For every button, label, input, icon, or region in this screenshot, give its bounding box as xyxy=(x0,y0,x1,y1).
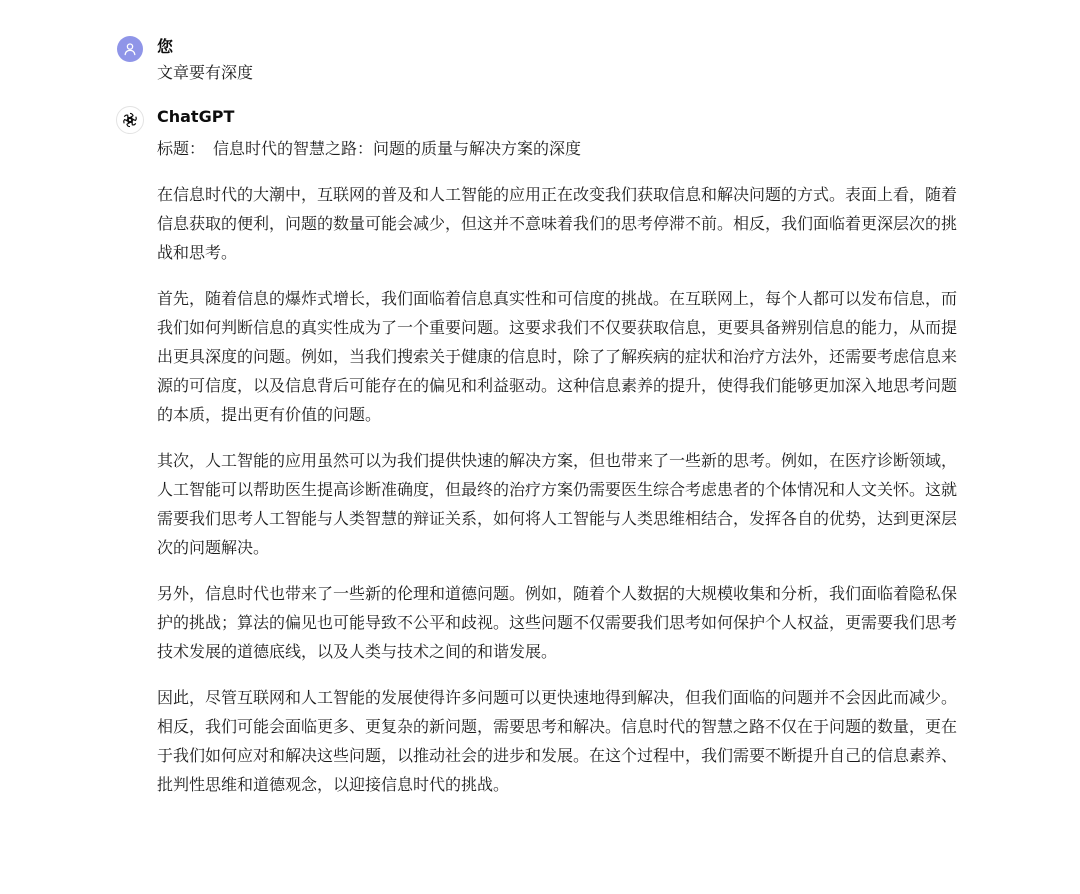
paragraph: 在信息时代的大潮中，互联网的普及和人工智能的应用正在改变我们获取信息和解决问题的方式。表面上看，随着信息获取的便利，问题的数量可能会减少，但这并不意味着我们的思考停滞不前。相反，我们面临着更深层次的挑战和思考。 xyxy=(157,185,958,262)
assistant-avatar xyxy=(116,106,144,134)
paragraph: 因此，尽管互联网和人工智能的发展使得许多问题可以更快速地得到解决，但我们面临的问题并不会因此而减少。相反，我们可能会面临更多、更复杂的新问题，需要思考和解决。信息时代的智慧之路不仅在于问题的数量，更在于我们如何应对和解决这些问题，以推动社会的进步和发展。在这个过程中，我们需要不断提升自己的信息素养、批判性思维和道德观念，以迎接信息时代的挑战。 xyxy=(157,688,958,794)
title-label: 标题： xyxy=(157,139,206,158)
assistant-author-name: ChatGPT xyxy=(157,107,235,126)
person-icon xyxy=(123,42,137,56)
user-avatar xyxy=(117,36,143,62)
paragraph: 其次，人工智能的应用虽然可以为我们提供快速的解决方案，但也带来了一些新的思考。例如，在医疗诊断领域，人工智能可以帮助医生提高诊断准确度，但最终的治疗方案仍需要医生综合考虑患者的个体情况和人文关怀。这就需要我们思考人工智能与人类智慧的辩证关系，如何将人工智能与人类思维相结合，发挥各自的优势，达到更深层次的问题解决。 xyxy=(157,451,958,557)
paragraph: 首先，随着信息的爆炸式增长，我们面临着信息真实性和可信度的挑战。在互联网上，每个人都可以发布信息，而我们如何判断信息的真实性成为了一个重要问题。这要求我们不仅要获取信息，更要具备辨别信息的能力，从而提出更具深度的问题。例如，当我们搜索关于健康的信息时，除了了解疾病的症状和治疗方法外，还需要考虑信息来源的可信度，以及信息背后可能存在的偏见和利益驱动。这种信息素养的提升，使得我们能够更加深入地思考问题的本质，提出更有价值的问题。 xyxy=(157,289,958,424)
article-title-line xyxy=(157,134,957,163)
user-message-text: 文章要有深度 xyxy=(157,63,254,82)
article-title: 信息时代的智慧之路：问题的质量与解决方案的深度 xyxy=(213,139,582,158)
paragraph: 另外，信息时代也带来了一些新的伦理和道德问题。例如，随着个人数据的大规模收集和分析，我们面临着隐私保护的挑战；算法的偏见也可能导致不公平和歧视。这些问题不仅需要我们思考如何保护个人权益，更需要我们思考技术发展的道德底线，以及人类与技术之间的和谐发展。 xyxy=(157,584,958,661)
user-author-name: 您 xyxy=(157,37,174,56)
assistant-message-body xyxy=(157,134,957,816)
openai-logo-icon xyxy=(121,111,139,129)
